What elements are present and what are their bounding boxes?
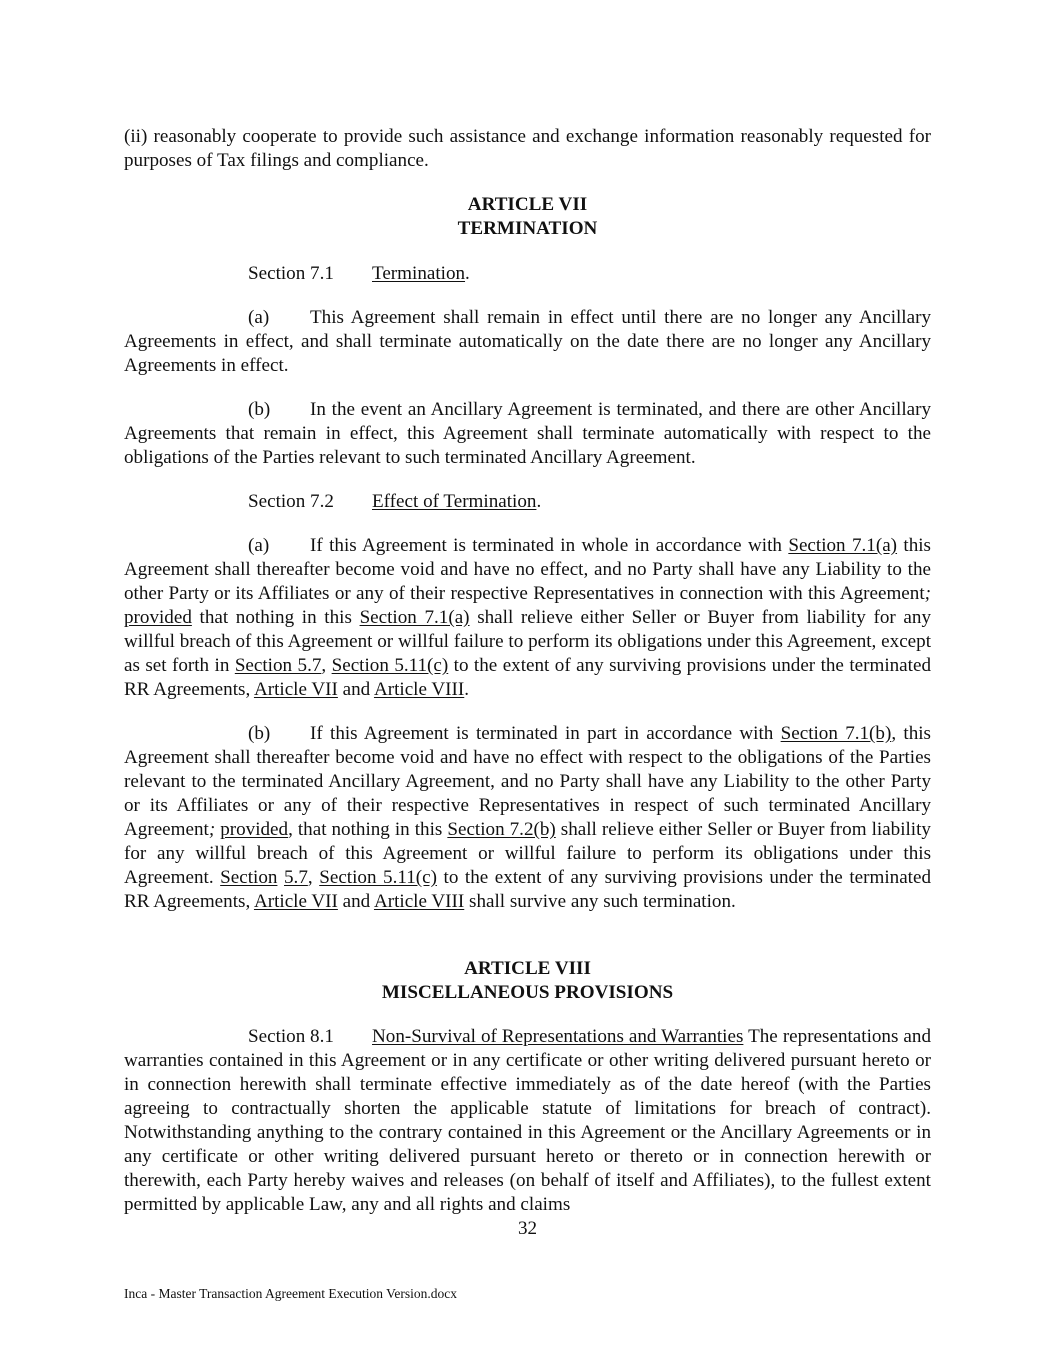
clause-label: (b) — [248, 399, 271, 420]
intro-paragraph — [124, 125, 931, 173]
article-number: ARTICLE VII — [467, 194, 588, 215]
cross-reference: Section 7.2(b) — [447, 819, 556, 840]
clause-label: (a) — [248, 535, 270, 556]
section-8-1 — [124, 1025, 931, 1217]
section-7-2-a: (a) If this Agreement is terminated in whole in accordance with Section 7.1(a) this Agreement shall thereafter become void and have no effect, and no Party shall have any Liability to the other Party or its Affiliates or any of their respective Representatives in connection with this Agreement; provided that nothing in this Section 7.1(a) shall relieve either Seller or Buyer from liability for any willful breach of this Agreement or willful failure to perform its obligations under this Agreement, except as set forth in Section 5.7, Section 5.11(c) to the extent of any surviving provisions under the terminated RR Agreements, Article VII and Article VIII. — [124, 535, 931, 700]
section-number: Section 7.2 — [248, 491, 334, 512]
cross-reference: Section — [220, 867, 278, 888]
article-vii-heading — [124, 193, 931, 241]
cross-reference: Section 7.1(a) — [788, 535, 898, 556]
clause-text: In the event an Ancillary Agreement is terminated, and there are other Ancillary Agreements that remain in effect, this Agreement shall terminate automatically with respect to the obligations of the Parties relevant to such terminated Ancillary Agreement. — [124, 399, 931, 468]
article-title: TERMINATION — [457, 218, 598, 239]
article-title: MISCELLANEOUS PROVISIONS — [381, 982, 674, 1003]
cross-reference: 5.7 — [284, 867, 308, 888]
section-title: Non-Survival of Representations and Warranties — [372, 1026, 744, 1047]
article-viii-heading — [124, 957, 931, 1005]
section-7-1-a — [124, 306, 931, 378]
section-number: Section 7.1 — [248, 263, 334, 284]
cross-reference: Section 5.11(c) — [331, 655, 449, 676]
section-7-1-b — [124, 398, 931, 470]
section-title: Effect of Termination — [372, 491, 537, 512]
provided-term: provided — [124, 607, 192, 628]
article-number: ARTICLE VIII — [464, 958, 591, 979]
cross-reference: Article VIII — [373, 891, 465, 912]
clause-text: This Agreement shall remain in effect until there are no longer any Ancillary Agreements in effect, and shall terminate automatically on the date there are no longer any Ancillary Agreements in effect. — [124, 307, 931, 376]
cross-reference: Article VIII — [373, 679, 465, 700]
page-number: 32 — [517, 1218, 538, 1239]
section-number: Section 8.1 — [248, 1026, 334, 1047]
document-footer: Inca - Master Transaction Agreement Execution Version.docx — [124, 1286, 458, 1301]
provided-term: provided — [220, 819, 289, 840]
cross-reference: Section 5.11(c) — [319, 867, 437, 888]
section-7-2-heading: Section 7.2 Effect of Termination. — [248, 491, 542, 512]
cross-reference: Article VII — [253, 679, 338, 700]
cross-reference: Article VII — [253, 891, 338, 912]
cross-reference: Section 7.1(b) — [780, 723, 892, 744]
clause-label: (b) — [248, 723, 271, 744]
cross-reference: Section 7.1(a) — [359, 607, 470, 628]
cross-reference: Section 5.7 — [234, 655, 322, 676]
section-title: Termination — [372, 263, 466, 284]
section-7-1-heading: Section 7.1 Termination. — [248, 263, 470, 284]
intro-text: (ii) reasonably cooperate to provide such assistance and exchange information reasonably requested for purposes of Tax filings and compliance. — [124, 126, 931, 171]
clause-label: (a) — [248, 307, 270, 328]
section-text: The representations and warranties contained in this Agreement or in any certificate or other writing delivered pursuant hereto or in connection herewith shall terminate effective immediately as of the date hereof (with the Parties agreeing to contractually shorten the applicable statute of limitations for breach of contract). Notwithstanding anything to the contrary contained in this Agreement or the Ancillary Agreements or in any certificate or other writing delivered pursuant hereto or thereto or in connection herewith or therewith, each Party hereby waives and releases (on behalf of itself and Affiliates), to the fullest extent permitted by applicable Law, any and all rights and claims — [124, 1026, 932, 1215]
section-7-2-b: (b) If this Agreement is terminated in part in accordance with Section 7.1(b), this Agreement shall thereafter become void and have no effect with respect to the obligations of the Parties relevant to the terminated Ancillary Agreement, and no Party shall have any Liability to the other Party or its Affiliates or any of their respective Representatives in respect of such terminated Ancillary Agreement; provided, that nothing in this Section 7.2(b) shall relieve either Seller or Buyer from liability for any willful breach of this Agreement or willful failure to perform its obligations under this Agreement. Section 5.7, Section 5.11(c) to the extent of any surviving provisions under the terminated RR Agreements, Article VII and Article VIII shall survive any such termination. — [124, 723, 931, 912]
